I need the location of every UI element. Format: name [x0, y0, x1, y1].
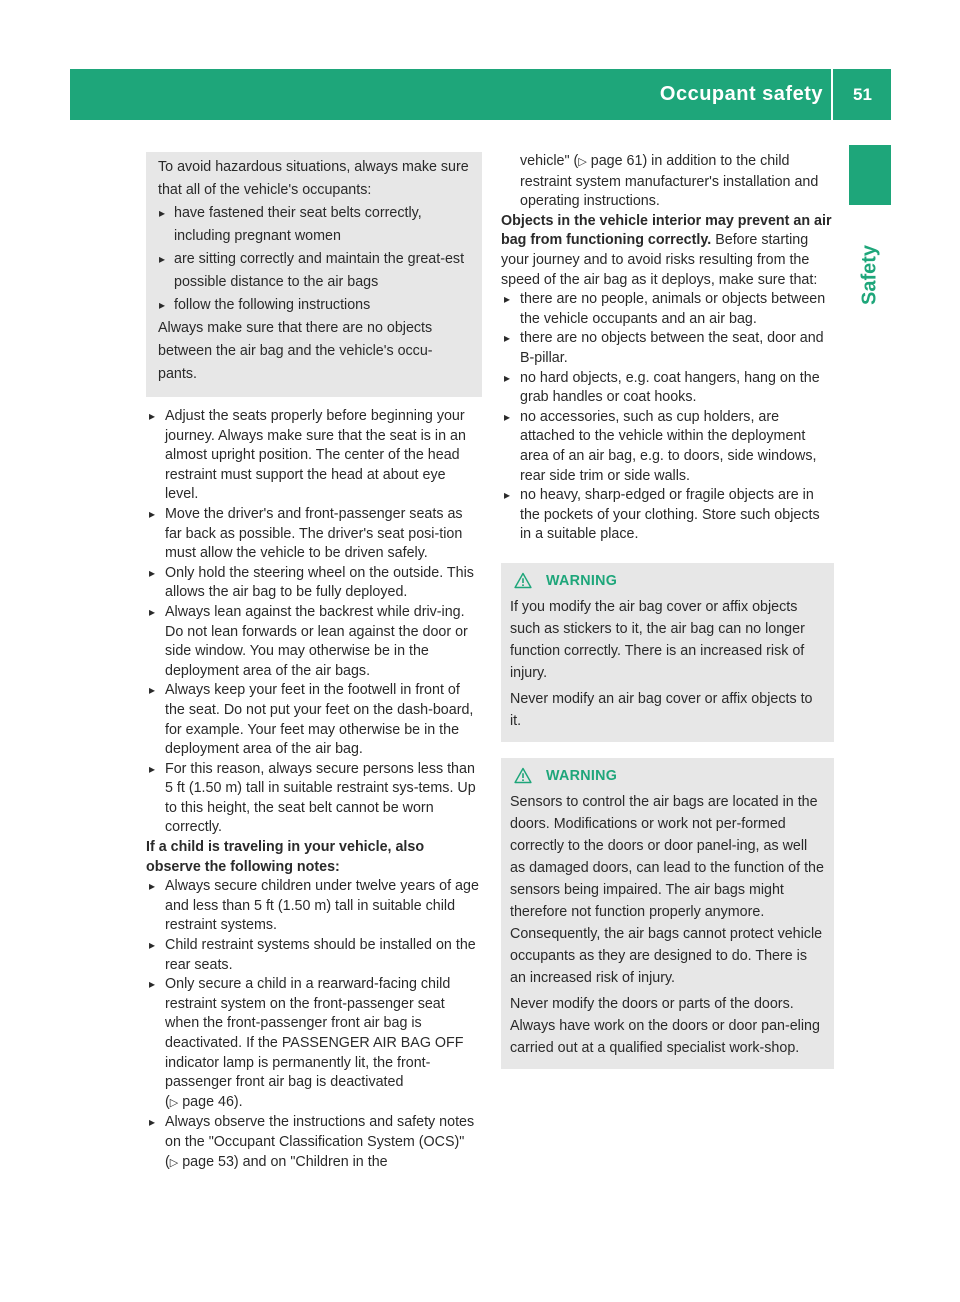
intro-item: ▸ have fastened their seat belts correctly, including pregnant women — [158, 202, 469, 248]
section-tab-marker — [849, 145, 891, 205]
warning-text: Sensors to control the air bags are located in the doors. Modifications or work not per-formed correctly to the doors or door panel-ing, as well as damaged doors, can lead to the function of the sensors being impaired. The air bags might therefore not function properly anymore. Consequently, the air bags cannot protect vehicle occupants as they are designed to do. There is an increased risk of injury. — [510, 793, 824, 986]
section-label-text: Safety — [858, 244, 881, 306]
intro-lead: To avoid hazardous situations, always make sure that all of the vehicle's occupants: — [158, 159, 469, 198]
section-tab-label — [850, 220, 890, 330]
left-column — [146, 152, 482, 1173]
objects-heading: Objects in the vehicle interior may prevent an air bag from functioning correctly. — [501, 212, 832, 249]
child-notes-list — [146, 877, 482, 1173]
list-item: ▸ no heavy, sharp-edged or fragile objects are in the pockets of your clothing. Store such objects in a suitable place. — [501, 486, 834, 545]
list-item: ▸ Only secure a child in a rearward-facing child restraint system on the front-passenger seat when the front-passenger front air bag is deactivated. If the PASSENGER AIR BAG OFF indicator lamp is permanently lit, the front-passenger front air bag is deactivated (▷ page 46). — [146, 975, 482, 1113]
list-item — [146, 936, 482, 975]
warning-triangle-icon — [514, 572, 532, 589]
list-item-text: Only secure a child in a rearward-facing child restraint system on the front-passenger seat when the front-passenger front air bag is deactivated. If the PASSENGER AIR BAG OFF indicator lamp is permanently lit, the front-passenger front air bag is deactivated — [165, 976, 464, 1091]
warning-header — [510, 568, 826, 594]
intro-item: ▸ follow the following instructions — [158, 294, 469, 317]
intro-item: ▸ are sitting correctly and maintain the great-est possible distance to the air bags — [158, 248, 469, 294]
page-header — [70, 69, 891, 120]
page-reference-link[interactable]: page 46). — [182, 1093, 243, 1110]
page-reference-arrow-icon: ▷ — [169, 1156, 179, 1169]
list-item: ▸ Always keep your feet in the footwell in front of the seat. Do not put your feet on the dash-board, for example. Your feet may otherwise be in the deployment area of the air bag. — [146, 681, 482, 759]
list-item: ▸ there are no people, animals or objects between the vehicle occupants and an air bag. — [501, 290, 834, 329]
warning-header — [510, 763, 826, 789]
warning-box-airbag-cover — [501, 563, 834, 742]
child-section-heading: If a child is traveling in your vehicle, also observe the following notes: — [146, 839, 425, 875]
list-item: ▸ no hard objects, e.g. coat hangers, hang on the grab handles or coat hooks. — [501, 369, 834, 408]
list-item: ▸ Move the driver's and front-passenger seats as far back as possible. The driver's seat posi-tion must allow the vehicle to be driven safely. — [146, 505, 482, 564]
page-reference-link[interactable]: page 61) in addition to the child restraint system manufacturer's installation and operating instructions. — [520, 153, 819, 210]
intro-box — [146, 152, 482, 397]
list-item: ▸ no accessories, such as cup holders, are attached to the vehicle within the deployment area of an air bag, e.g. to doors, side windows, rear side trim or side walls. — [501, 408, 834, 486]
warning-text: Never modify an air bag cover or affix objects to it. — [510, 690, 813, 729]
list-item-text: Always secure children under twelve years of age and less than 5 ft (1.50 m) tall in suitable child restraint systems. — [165, 878, 479, 934]
objects-checklist — [501, 290, 834, 545]
page-reference-link[interactable]: page 53) and on "Children in the — [182, 1153, 388, 1170]
right-column — [501, 152, 834, 1069]
list-item-text: Child restraint systems should be installed on the rear seats. — [165, 937, 476, 973]
intro-closing: Always make sure that there are no objects between the air bag and the vehicle's occu-pants. — [158, 320, 433, 382]
warning-text: If you modify the air bag cover or affix objects such as stickers to it, the air bag can no longer function correctly. There is an increased risk of injury. — [510, 598, 805, 681]
list-item: ▸ Only hold the steering wheel on the outside. This allows the air bag to be fully deployed. — [146, 564, 482, 603]
warning-box-door-sensors — [501, 758, 834, 1069]
list-item-text: Always observe the instructions and safety notes on the "Occupant Classification System (OCS)" ( — [165, 1114, 475, 1170]
page-reference-arrow-icon: ▷ — [169, 1096, 179, 1109]
page-number: 51 — [853, 85, 872, 104]
page-reference-arrow-icon: ▷ — [578, 156, 587, 168]
page-title: Occupant safety — [659, 83, 823, 105]
list-item — [146, 877, 482, 936]
list-item: ▸ For this reason, always secure persons less than 5 ft (1.50 m) tall in suitable restraint sys-tems. Up to this height, the seat belt cannot be worn correctly. — [146, 760, 482, 838]
list-item: ▸ Always lean against the backrest while driv-ing. Do not lean forwards or lean against the door or side window. You may otherwise be in the deployment area of the air bags. — [146, 603, 482, 681]
header-divider — [831, 69, 833, 120]
seating-instructions-list — [146, 407, 482, 838]
warning-title: WARNING — [546, 767, 618, 784]
continued-text: vehicle" ( — [520, 153, 579, 169]
objects-paragraph — [501, 212, 834, 290]
objects-intro: Before starting your journey and to avoid risks resulting from the speed of the air bag as it deploys, make sure that: — [501, 232, 818, 288]
list-item: ▸ there are no objects between the seat, door and B-pillar. — [501, 329, 834, 368]
warning-triangle-icon — [514, 767, 532, 784]
list-item: ▸ Adjust the seats properly before beginning your journey. Always make sure that the seat is in an almost upright position. The center of the head restraint must support the head at about eye level. — [146, 407, 482, 505]
continued-list-item — [501, 152, 834, 212]
warning-title: WARNING — [546, 572, 618, 589]
warning-text: Never modify the doors or parts of the doors. Always have work on the doors or door pan-eling carried out at a qualified specialist work-shop. — [510, 995, 820, 1056]
list-item — [146, 1113, 482, 1173]
